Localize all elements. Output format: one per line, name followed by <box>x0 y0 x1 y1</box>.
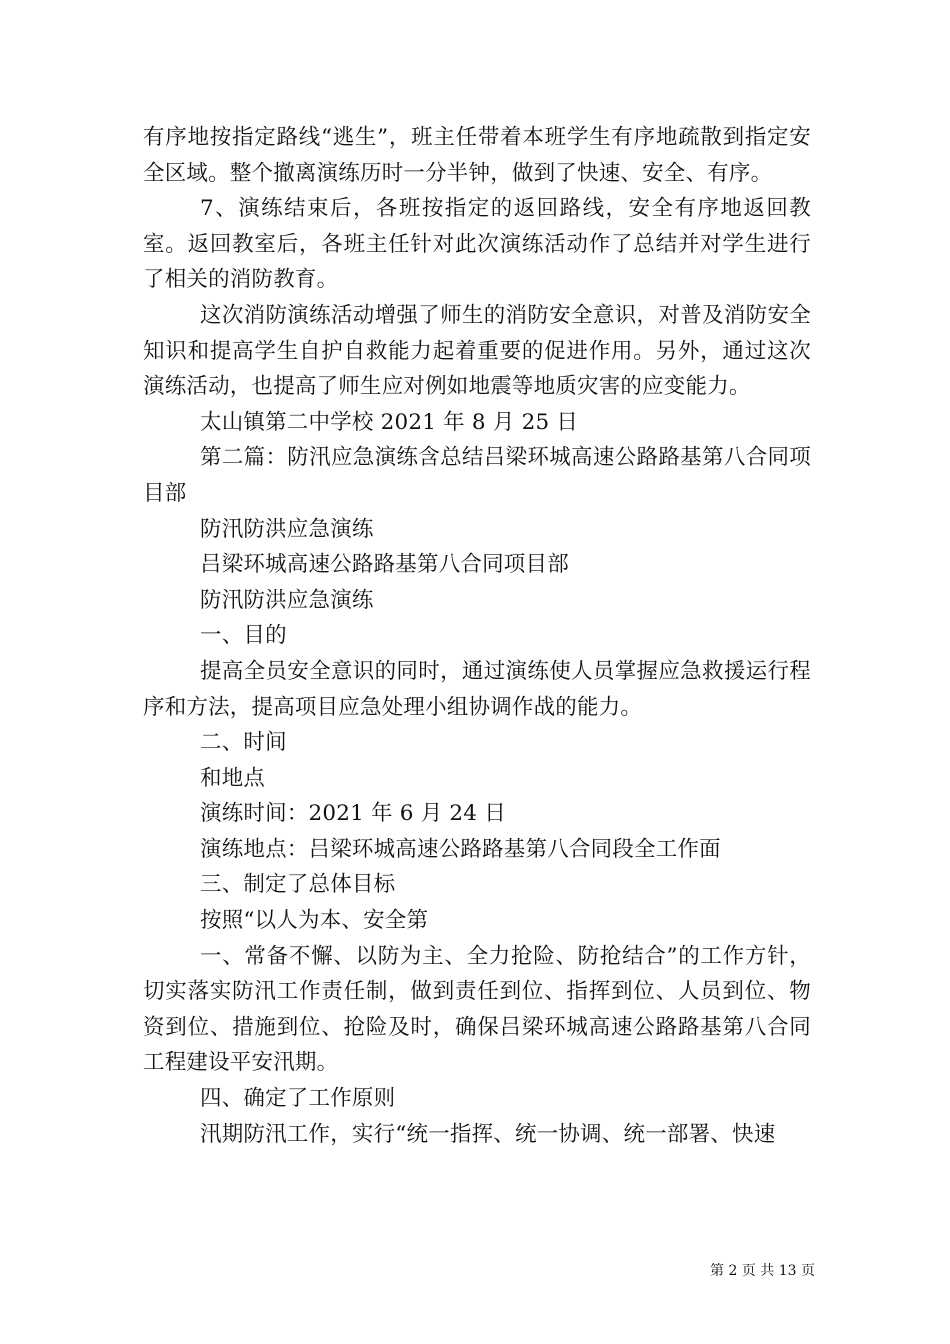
signature-line: 太山镇第二中学校 2021 年 8 月 25 日 <box>200 409 579 435</box>
heading: 一、目的 <box>200 623 287 649</box>
paragraph: 一、常备不懈、以防为主、全力抢险、防抢结合”的工作方针，切实落实防汛工作责任制，做到责任到位、指挥到位、人员到位、物资到位、措施到位、抢险及时，确保吕梁环城高速公路路基第八合同工程建设平安汛期。 <box>143 943 811 1076</box>
paragraph: 演练地点：吕梁环城高速公路路基第八合同段全工作面 <box>200 836 721 862</box>
paragraph: 提高全员安全意识的同时，通过演练使人员掌握应急救援运行程序和方法，提高项目应急处理小组协调作战的能力。 <box>143 658 811 720</box>
paragraph: 汛期防汛工作，实行“统一指挥、统一协调、统一部署、快速 <box>200 1121 776 1147</box>
heading: 四、确定了工作原则 <box>200 1086 396 1112</box>
page-number-footer: 第 2 页 共 13 页 <box>710 1263 815 1279</box>
heading: 三、制定了总体目标 <box>200 872 396 898</box>
document-body <box>143 120 811 1152</box>
heading: 防汛防洪应急演练 <box>200 516 374 542</box>
heading: 防汛防洪应急演练 <box>200 587 374 613</box>
heading: 二、时间 <box>200 730 287 756</box>
paragraph: 有序地按指定路线“逃生”，班主任带着本班学生有序地疏散到指定安全区域。整个撤离演练历时一分半钟，做到了快速、安全、有序。 <box>143 125 811 186</box>
paragraph: 演练时间：2021 年 6 月 24 日 <box>200 801 506 827</box>
paragraph: 和地点 <box>200 765 266 791</box>
section-title: 第二篇：防汛应急演练含总结吕梁环城高速公路路基第八合同项目部 <box>143 445 811 506</box>
paragraph: 按照“以人为本、安全第 <box>200 908 429 934</box>
paragraph: 这次消防演练活动增强了师生的消防安全意识，对普及消防安全知识和提高学生自护自救能力起着重要的促进作用。另外，通过这次演练活动，也提高了师生应对例如地震等地质灾害的应变能力。 <box>143 302 811 400</box>
heading: 吕梁环城高速公路路基第八合同项目部 <box>200 552 569 578</box>
paragraph: 7、演练结束后，各班按指定的返回路线，安全有序地返回教室。返回教室后，各班主任针对此次演练活动作了总结并对学生进行了相关的消防教育。 <box>143 196 811 293</box>
